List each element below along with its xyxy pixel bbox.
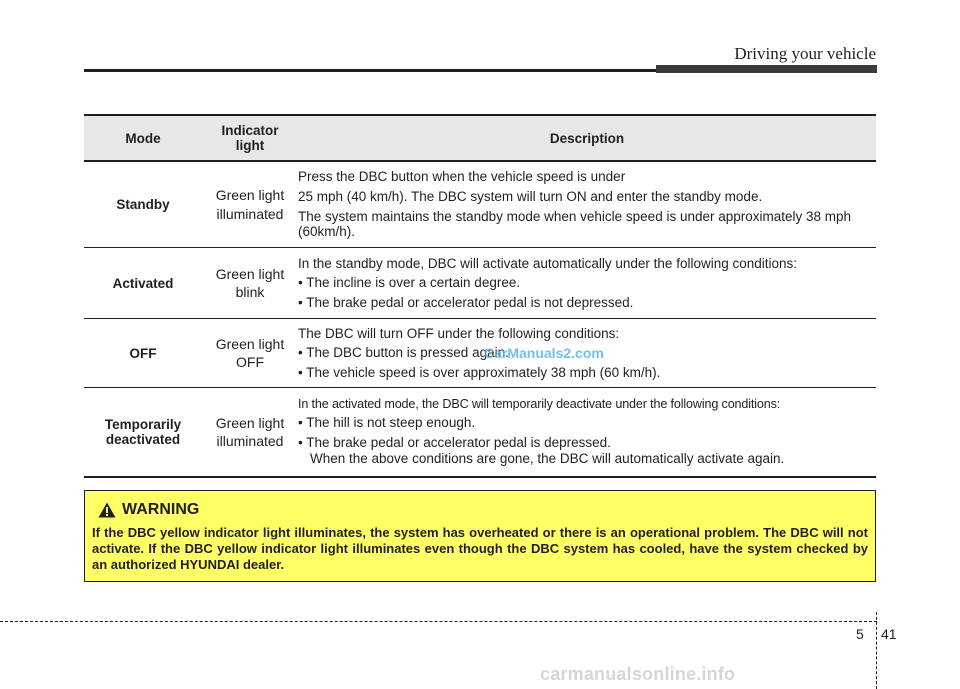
mode-cell	[84, 388, 202, 478]
mode-label-line2: deactivated	[105, 432, 181, 447]
description-line: In the activated mode, the DBC will temporarily deactivate under the following conditions:	[298, 396, 781, 411]
description-line: Press the DBC button when the vehicle speed is under	[298, 169, 626, 185]
indicator-line2: blink	[235, 284, 265, 300]
table-row-standby	[84, 161, 876, 248]
warning-box	[84, 490, 876, 582]
footer-rule	[0, 621, 877, 622]
mode-label: Standby	[116, 197, 170, 212]
mode-label-line1: Temporarily	[104, 417, 182, 432]
table-header-row	[84, 115, 876, 161]
description-line: 25 mph (40 km/h). The DBC system will turn ON and enter the standby mode.	[298, 188, 763, 204]
indicator-line1: Green light	[215, 335, 285, 352]
indicator-cell	[202, 388, 298, 478]
indicator-cell	[202, 161, 298, 248]
mode-cell	[84, 248, 202, 319]
mode-label: Activated	[112, 275, 174, 291]
warning-heading	[98, 501, 868, 519]
header-indicator-line2: light	[235, 138, 265, 153]
table-row-activated	[84, 248, 876, 319]
description-cell	[298, 248, 876, 319]
description-bullet: • The DBC button is pressed again.	[298, 345, 509, 361]
header-accent-bar	[656, 65, 877, 73]
description-bullet: • The brake pedal or accelerator pedal is not depressed.	[298, 294, 634, 310]
description-bullet: • The incline is over a certain degree.	[298, 275, 521, 291]
table-row-off	[84, 319, 876, 388]
indicator-cell	[202, 248, 298, 319]
warning-text: If the DBC yellow indicator light illuminates, the system has overheated or there is an operational problem. The DBC will not activate. If the DBC yellow indicator light illuminates even though the DBC system has cooled, have the system checked by an authorized HYUNDAI dealer.	[92, 525, 868, 572]
mode-label: OFF	[129, 345, 157, 361]
description-line: In the standby mode, DBC will activate automatically under the following conditions:	[298, 255, 798, 271]
indicator-cell	[202, 319, 298, 388]
description-bullet: • The brake pedal or accelerator pedal is depressed.	[298, 434, 611, 450]
warning-triangle-icon	[98, 502, 116, 518]
footer-site-text: carmanualsonline.info	[540, 664, 736, 684]
header-rule	[84, 69, 660, 72]
description-bullet: • The vehicle speed is over approximately 38 mph (60 km/h).	[298, 364, 661, 380]
warning-title: WARNING	[122, 501, 200, 518]
description-line: The DBC will turn OFF under the following conditions:	[298, 325, 620, 341]
dbc-mode-table	[84, 114, 876, 478]
page-number: 41	[881, 626, 897, 642]
indicator-line2: illuminated	[216, 205, 284, 222]
description-cell	[298, 388, 876, 478]
header-indicator-light	[202, 115, 298, 161]
indicator-line1: Green light	[215, 414, 285, 431]
footer-divider	[876, 612, 877, 689]
header-description: Description	[298, 115, 876, 161]
indicator-line2: illuminated	[216, 433, 284, 449]
description-bullet: • The hill is not steep enough.	[298, 415, 476, 431]
indicator-line1: Green light	[215, 265, 285, 282]
mode-cell	[84, 319, 202, 388]
mode-cell	[84, 161, 202, 248]
table-row-temporarily-deactivated	[84, 388, 876, 478]
watermark: CarManuals2.com	[484, 345, 604, 361]
section-title: Driving your vehicle	[734, 44, 876, 63]
description-cell	[298, 161, 876, 248]
description-note: When the above conditions are gone, the DBC will automatically activate again.	[310, 451, 785, 467]
description-line: The system maintains the standby mode when vehicle speed is under approximately 38 mph (60km/h).	[298, 208, 852, 240]
header-mode: Mode	[84, 115, 202, 161]
header-indicator-line1: Indicator	[221, 123, 279, 138]
indicator-line1: Green light	[215, 187, 285, 204]
indicator-line2: OFF	[236, 354, 264, 370]
chapter-number: 5	[856, 626, 864, 642]
